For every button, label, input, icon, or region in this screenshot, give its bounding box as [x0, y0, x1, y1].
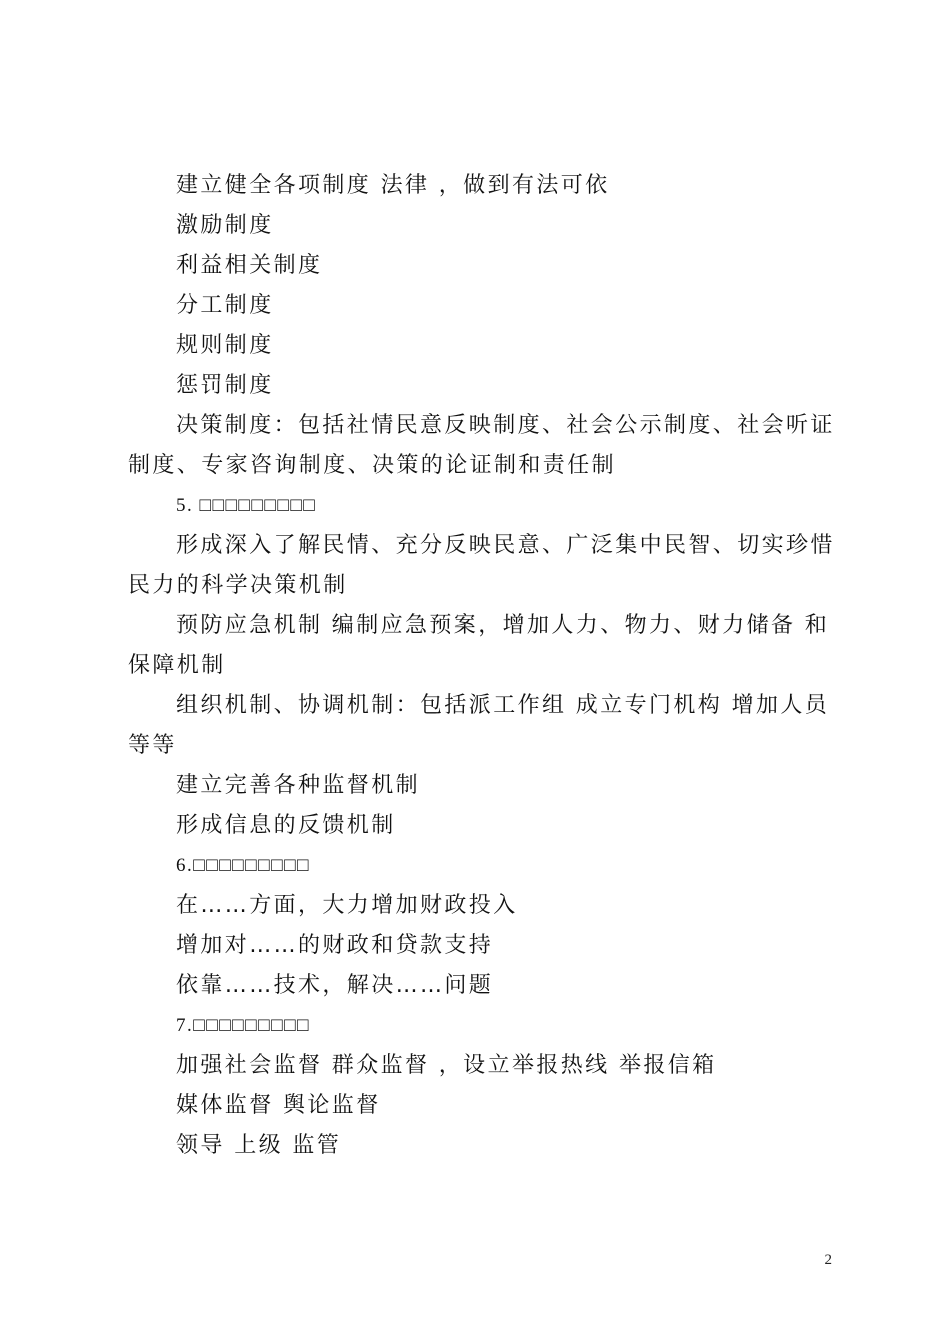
- text-line: 决策制度：包括社情民意反映制度、社会公示制度、社会听证: [176, 413, 835, 438]
- text-line: 加强社会监督 群众监督 ，设立举报热线 举报信箱: [176, 1053, 717, 1078]
- text-line: 建立健全各项制度 法律 ，做到有法可依: [176, 173, 610, 198]
- text-line: 利益相关制度: [176, 253, 323, 278]
- text-line: 媒体监督 舆论监督: [176, 1093, 381, 1118]
- text-line: 依靠……技术，解决……问题: [176, 973, 494, 998]
- text-line: 预防应急机制 编制应急预案，增加人力、物力、财力储备 和: [176, 613, 830, 638]
- section-heading: 7.□□□□□□□□□: [176, 1015, 311, 1036]
- text-line: 组织机制、协调机制：包括派工作组 成立专门机构 增加人员: [176, 693, 830, 718]
- document-body: [128, 166, 835, 1166]
- text-line: 在……方面，大力增加财政投入: [176, 893, 518, 918]
- text-line: 等等: [128, 733, 177, 758]
- text-line: 形成深入了解民情、充分反映民意、广泛集中民智、切实珍惜: [176, 533, 835, 558]
- section-heading: 6.□□□□□□□□□: [176, 855, 311, 876]
- page-number: 2: [824, 1252, 832, 1268]
- text-line: 民力的科学决策机制: [128, 573, 348, 598]
- text-line: 制度、专家咨询制度、决策的论证制和责任制: [128, 453, 617, 478]
- text-line: 形成信息的反馈机制: [176, 813, 396, 838]
- text-line: 保障机制: [128, 653, 226, 678]
- text-line: 规则制度: [176, 333, 274, 358]
- section-heading: 5. □□□□□□□□□: [176, 495, 317, 516]
- text-line: 惩罚制度: [176, 373, 274, 398]
- text-line: 建立完善各种监督机制: [176, 773, 421, 798]
- text-line: 领导 上级 监管: [176, 1133, 342, 1158]
- text-line: 增加对……的财政和贷款支持: [176, 933, 494, 958]
- text-line: 分工制度: [176, 293, 274, 318]
- text-line: 激励制度: [176, 213, 274, 238]
